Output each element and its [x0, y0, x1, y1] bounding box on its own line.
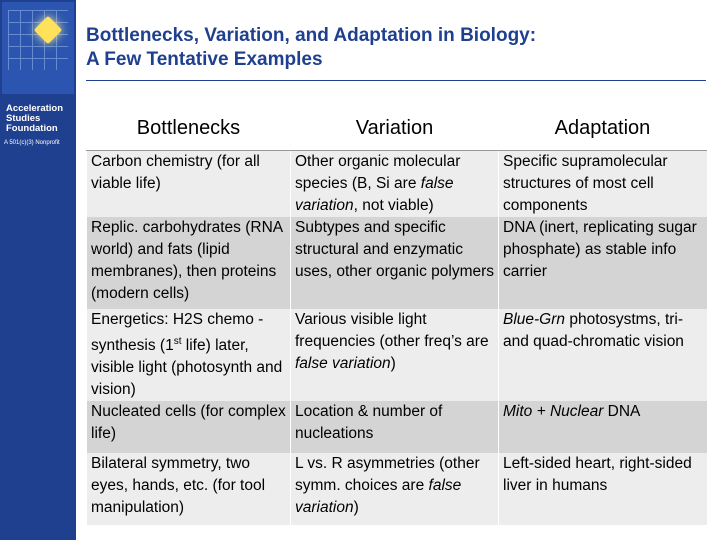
cell-variation: Location & number of nucleations: [291, 401, 499, 453]
table-row: [87, 453, 707, 525]
org-name-line1: Acceleration: [6, 103, 64, 114]
slide-title-line1: Bottlenecks, Variation, and Adaptation in Biology:: [86, 25, 537, 46]
org-name-line3: Foundation: [6, 123, 58, 134]
cell-adaptation: Mito + Nuclear DNA: [499, 401, 707, 453]
table-row: [87, 217, 707, 309]
foundation-logo-icon: [2, 2, 74, 94]
cell-bottleneck: Energetics: H2S chemo -synthesis (1st life) later, visible light (photosynth and vision): [87, 309, 291, 401]
cell-bottleneck: Bilateral symmetry, two eyes, hands, etc. (for tool manipulation): [87, 453, 291, 525]
table-row: [87, 309, 707, 401]
header-variation: Variation: [291, 106, 499, 151]
cell-adaptation: Left-sided heart, right-sided liver in humans: [499, 453, 707, 525]
cell-variation: L vs. R asymmetries (other symm. choices are false variation): [291, 453, 499, 525]
header-bottlenecks: Bottlenecks: [87, 106, 291, 151]
header-adaptation: Adaptation: [499, 106, 707, 151]
cell-adaptation: DNA (inert, replicating sugar phosphate) as stable info carrier: [499, 217, 707, 309]
cell-adaptation: Specific supramolecular structures of most cell components: [499, 151, 707, 218]
cell-variation: Various visible light frequencies (other freq’s are false variation): [291, 309, 499, 401]
cell-bottleneck: Replic. carbohydrates (RNA world) and fats (lipid membranes), then proteins (modern cells): [87, 217, 291, 309]
cell-variation: Other organic molecular species (B, Si are false variation, not viable): [291, 151, 499, 218]
cell-variation: Subtypes and specific structural and enzymatic uses, other organic polymers: [291, 217, 499, 309]
table-row: [87, 151, 707, 218]
org-name: [6, 104, 63, 134]
cell-adaptation: Blue-Grn photosystms, tri- and quad-chromatic vision: [499, 309, 707, 401]
table-row: [87, 401, 707, 453]
cell-bottleneck: Carbon chemistry (for all viable life): [87, 151, 291, 218]
table-header-row: [87, 106, 707, 151]
org-subtitle: A 501(c)(3) Nonprofit: [4, 140, 60, 146]
examples-table: [86, 106, 707, 525]
title-divider: [86, 80, 706, 81]
cell-bottleneck: Nucleated cells (for complex life): [87, 401, 291, 453]
sidebar: [0, 0, 76, 540]
org-name-line2: Studies: [6, 113, 41, 124]
slide-title-line2: A Few Tentative Examples: [86, 49, 323, 70]
slide-title: [86, 24, 536, 72]
